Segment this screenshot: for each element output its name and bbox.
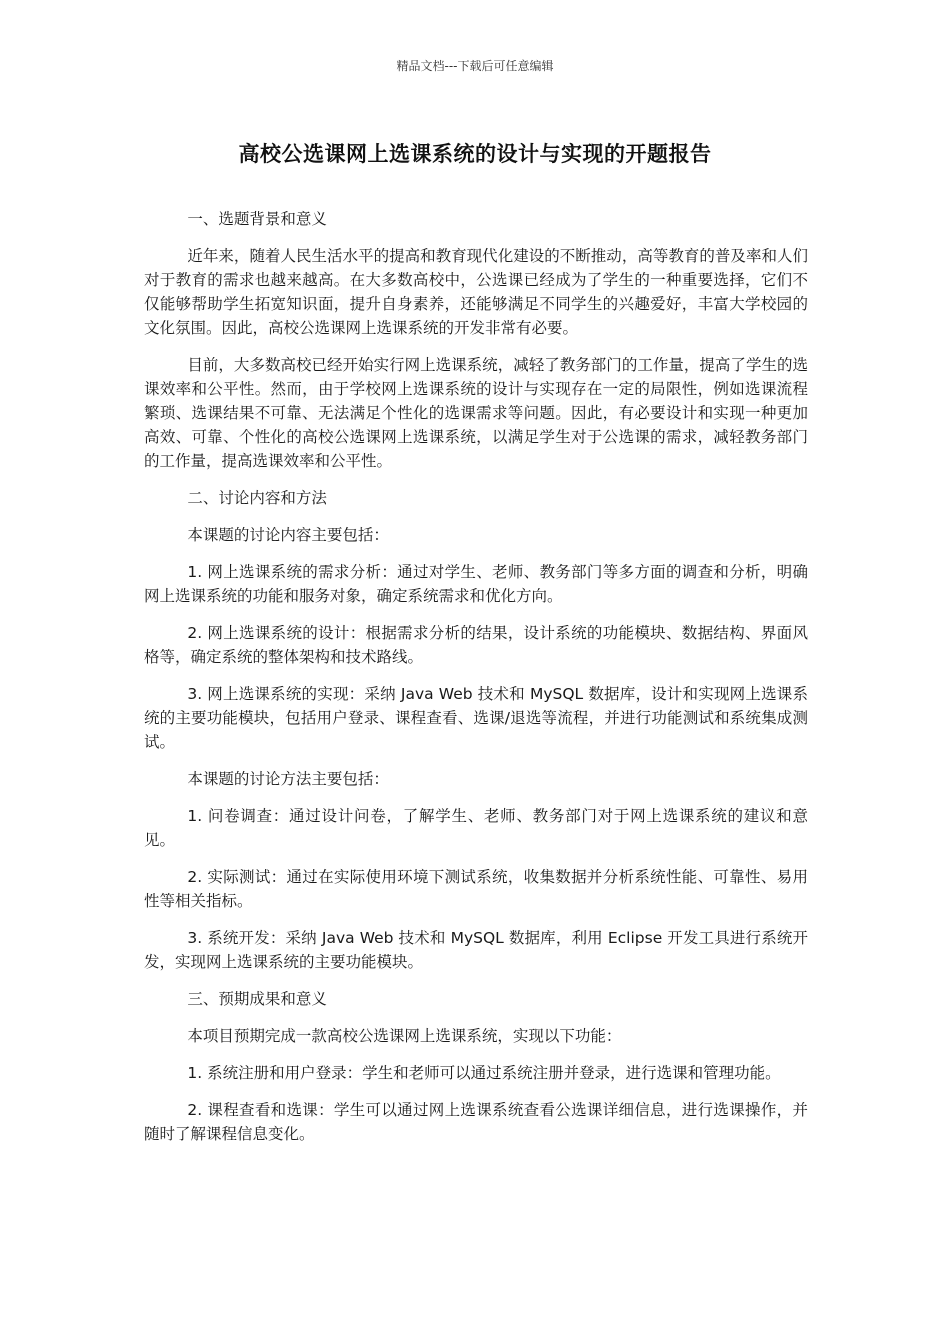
paragraph: 本课题的讨论方法主要包括： <box>187 770 389 788</box>
page-header-note: 精品文档---下载后可任意编辑 <box>396 59 554 73</box>
list-item: 2. 网上选课系统的设计：根据需求分析的结果，设计系统的功能模块、数据结构、界面风格等，确定系统的整体架构和技术路线。 <box>144 624 808 666</box>
paragraph: 近年来，随着人民生活水平的提高和教育现代化建设的不断推动，高等教育的普及率和人们对于教育的需求也越来越高。在大多数高校中，公选课已经成为了学生的一种重要选择，它们不仅能够帮助学生拓宽知识面，提升自身素养，还能够满足不同学生的兴趣爱好，丰富大学校园的文化氛围。因此，高校公选课网上选课系统的开发非常有必要。 <box>144 247 808 337</box>
list-item: 3. 网上选课系统的实现：采纳 Java Web 技术和 MySQL 数据库，设计和实现网上选课系统的主要功能模块，包括用户登录、课程查看、选课/退选等流程，并进行功能测试和系统集成测试。 <box>144 685 808 751</box>
document-body <box>144 207 808 1159</box>
section-heading-background: 一、选题背景和意义 <box>187 210 327 228</box>
list-item: 1. 网上选课系统的需求分析：通过对学生、老师、教务部门等多方面的调查和分析，明确网上选课系统的功能和服务对象，确定系统需求和优化方向。 <box>144 563 808 605</box>
paragraph: 本项目预期完成一款高校公选课网上选课系统，实现以下功能： <box>187 1027 622 1045</box>
paragraph: 本课题的讨论内容主要包括： <box>187 526 389 544</box>
paragraph: 目前，大多数高校已经开始实行网上选课系统，减轻了教务部门的工作量，提高了学生的选课效率和公平性。然而，由于学校网上选课系统的设计与实现存在一定的局限性，例如选课流程繁琐、选课结果不可靠、无法满足个性化的选课需求等问题。因此，有必要设计和实现一种更加高效、可靠、个性化的高校公选课网上选课系统，以满足学生对于公选课的需求，减轻教务部门的工作量，提高选课效率和公平性。 <box>144 356 808 470</box>
list-item: 1. 系统注册和用户登录：学生和老师可以通过系统注册并登录，进行选课和管理功能。 <box>187 1064 781 1082</box>
document-title: 高校公选课网上选课系统的设计与实现的开题报告 <box>238 142 712 166</box>
section-heading-content-methods: 二、讨论内容和方法 <box>187 489 327 507</box>
list-item: 1. 问卷调查：通过设计问卷，了解学生、老师、教务部门对于网上选课系统的建议和意见。 <box>144 807 808 849</box>
section-heading-expected-results: 三、预期成果和意义 <box>187 990 327 1008</box>
list-item: 2. 课程查看和选课：学生可以通过网上选课系统查看公选课详细信息，进行选课操作，并随时了解课程信息变化。 <box>144 1101 808 1143</box>
list-item: 2. 实际测试：通过在实际使用环境下测试系统，收集数据并分析系统性能、可靠性、易用性等相关指标。 <box>144 868 808 910</box>
list-item: 3. 系统开发：采纳 Java Web 技术和 MySQL 数据库，利用 Eclipse 开发工具进行系统开发，实现网上选课系统的主要功能模块。 <box>144 929 808 971</box>
